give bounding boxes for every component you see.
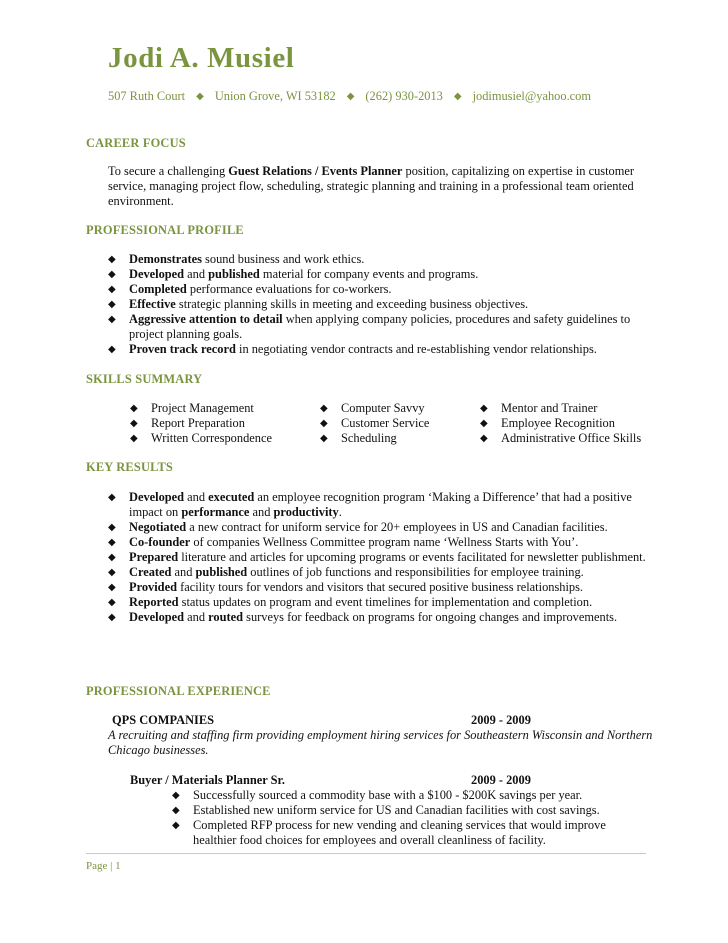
diamond-bullet-icon: ◆ (130, 418, 138, 429)
diamond-bullet-icon: ◆ (108, 299, 116, 310)
job-title: Buyer / Materials Planner Sr. (130, 773, 285, 787)
diamond-bullet-icon: ◆ (108, 314, 116, 325)
list-item: ◆ Successfully sourced a commodity base with a $100 - $200K savings per year. (172, 788, 583, 802)
list-item: ◆ Negotiated a new contract for uniform service for 20+ employees in US and Canadian facilities. (108, 520, 608, 534)
list-item: ◆ Demonstrates sound business and work ethics. (108, 252, 365, 266)
page-separator: | (110, 860, 113, 872)
diamond-bullet-icon: ◆ (172, 820, 180, 831)
diamond-bullet-icon: ◆ (453, 91, 462, 102)
list-item: ◆ Provided facility tours for vendors and visitors that secured positive business relationships. (108, 580, 584, 594)
diamond-bullet-icon: ◆ (108, 492, 116, 503)
diamond-bullet-icon: ◆ (108, 567, 116, 578)
diamond-bullet-icon: ◆ (108, 344, 116, 355)
candidate-name: Jodi A. Musiel (108, 42, 295, 74)
diamond-bullet-icon: ◆ (480, 433, 488, 444)
list-item: ◆ Established new uniform service for US and Canadian facilities with cost savings. (172, 803, 600, 817)
address: 507 Ruth Court (108, 89, 186, 103)
list-item: ◆ Proven track record in negotiating vendor contracts and re-establishing vendor relationships. (108, 342, 597, 356)
diamond-bullet-icon: ◆ (320, 403, 328, 414)
list-item: ◆ Prepared literature and articles for upcoming programs or events facilitated for newsletter publishment. (108, 550, 646, 564)
phone: (262) 930-2013 (365, 89, 443, 103)
list-item: ◆ Reported status updates on program and event timelines for implementation and completion. (108, 595, 593, 609)
profile-list (108, 252, 648, 357)
diamond-bullet-icon: ◆ (320, 418, 328, 429)
city: Union Grove, WI 53182 (214, 89, 336, 103)
company-name: QPS COMPANIES (112, 713, 214, 727)
diamond-bullet-icon: ◆ (108, 612, 116, 623)
page-label: Page (86, 860, 108, 872)
skill-item: ◆ Employee Recognition (480, 416, 615, 430)
company-dates: 2009 - 2009 (471, 713, 531, 727)
page-footer (86, 860, 121, 872)
section-heading-profile: PROFESSIONAL PROFILE (86, 223, 244, 237)
list-item: ◆ Effective strategic planning skills in meeting and exceeding business objectives. (108, 297, 529, 311)
skill-item: ◆ Computer Savvy (320, 401, 425, 415)
diamond-bullet-icon: ◆ (108, 269, 116, 280)
page-number: 1 (115, 860, 121, 872)
job-dates: 2009 - 2009 (471, 773, 531, 787)
list-item: ◆ Developed and published material for company events and programs. (108, 267, 479, 281)
list-item: ◆ Completed performance evaluations for co-workers. (108, 282, 392, 296)
skill-item: ◆ Report Preparation (130, 416, 245, 430)
diamond-bullet-icon: ◆ (108, 552, 116, 563)
skill-item: ◆ Mentor and Trainer (480, 401, 598, 415)
list-item: ◆ Developed and executed an employee recognition program ‘Making a Difference’ that had a positive impact on performance and productivity. (108, 490, 632, 519)
skills-column-1 (130, 401, 272, 446)
skill-item: ◆ Written Correspondence (130, 431, 272, 445)
diamond-bullet-icon: ◆ (108, 537, 116, 548)
diamond-bullet-icon: ◆ (130, 403, 138, 414)
key-results-list (108, 490, 648, 625)
contact-line (108, 89, 591, 104)
diamond-bullet-icon: ◆ (108, 284, 116, 295)
section-heading-experience: PROFESSIONAL EXPERIENCE (86, 684, 271, 698)
skill-item: ◆ Customer Service (320, 416, 430, 430)
skills-column-3 (480, 401, 641, 446)
diamond-bullet-icon: ◆ (108, 522, 116, 533)
diamond-bullet-icon: ◆ (108, 582, 116, 593)
skills-column-2 (320, 401, 429, 446)
diamond-bullet-icon: ◆ (320, 433, 328, 444)
section-heading-key-results: KEY RESULTS (86, 460, 174, 474)
diamond-bullet-icon: ◆ (172, 790, 180, 801)
diamond-bullet-icon: ◆ (108, 597, 116, 608)
list-item: ◆ Aggressive attention to detail when applying company policies, procedures and safety guidelines to project planning goals. (108, 312, 631, 341)
list-item: ◆ Completed RFP process for new vending and cleaning services that would improve healthier food choices for employees and overall cleanliness of facility. (172, 818, 606, 847)
career-focus-text: To secure a challenging Guest Relations / Events Planner position, capitalizing on expertise in customer service, managing project flow, scheduling, strategic planning and training in a professional team oriented environment. (108, 164, 634, 208)
list-item: ◆ Created and published outlines of job functions and responsibilities for employee training. (108, 565, 584, 579)
list-item: ◆ Developed and routed surveys for feedback on programs for ongoing changes and improvements. (108, 610, 618, 624)
email: jodimusiel@yahoo.com (472, 89, 591, 103)
skill-item: ◆ Project Management (130, 401, 254, 415)
job-bullets (172, 788, 642, 848)
skill-item: ◆ Administrative Office Skills (480, 431, 642, 445)
diamond-bullet-icon: ◆ (480, 418, 488, 429)
list-item: ◆ Co-founder of companies Wellness Committee program name ‘Wellness Starts with You’. (108, 535, 579, 549)
diamond-bullet-icon: ◆ (130, 433, 138, 444)
diamond-bullet-icon: ◆ (346, 91, 355, 102)
diamond-bullet-icon: ◆ (108, 254, 116, 265)
footer-divider (86, 853, 646, 854)
section-heading-career-focus: CAREER FOCUS (86, 136, 186, 150)
skill-item: ◆ Scheduling (320, 431, 397, 445)
diamond-bullet-icon: ◆ (480, 403, 488, 414)
section-heading-skills: SKILLS SUMMARY (86, 372, 203, 386)
diamond-bullet-icon: ◆ (172, 805, 180, 816)
diamond-bullet-icon: ◆ (196, 91, 204, 102)
company-description: A recruiting and staffing firm providing employment hiring services for Southeastern Wisconsin and Northern Chicago businesses. (108, 728, 653, 757)
